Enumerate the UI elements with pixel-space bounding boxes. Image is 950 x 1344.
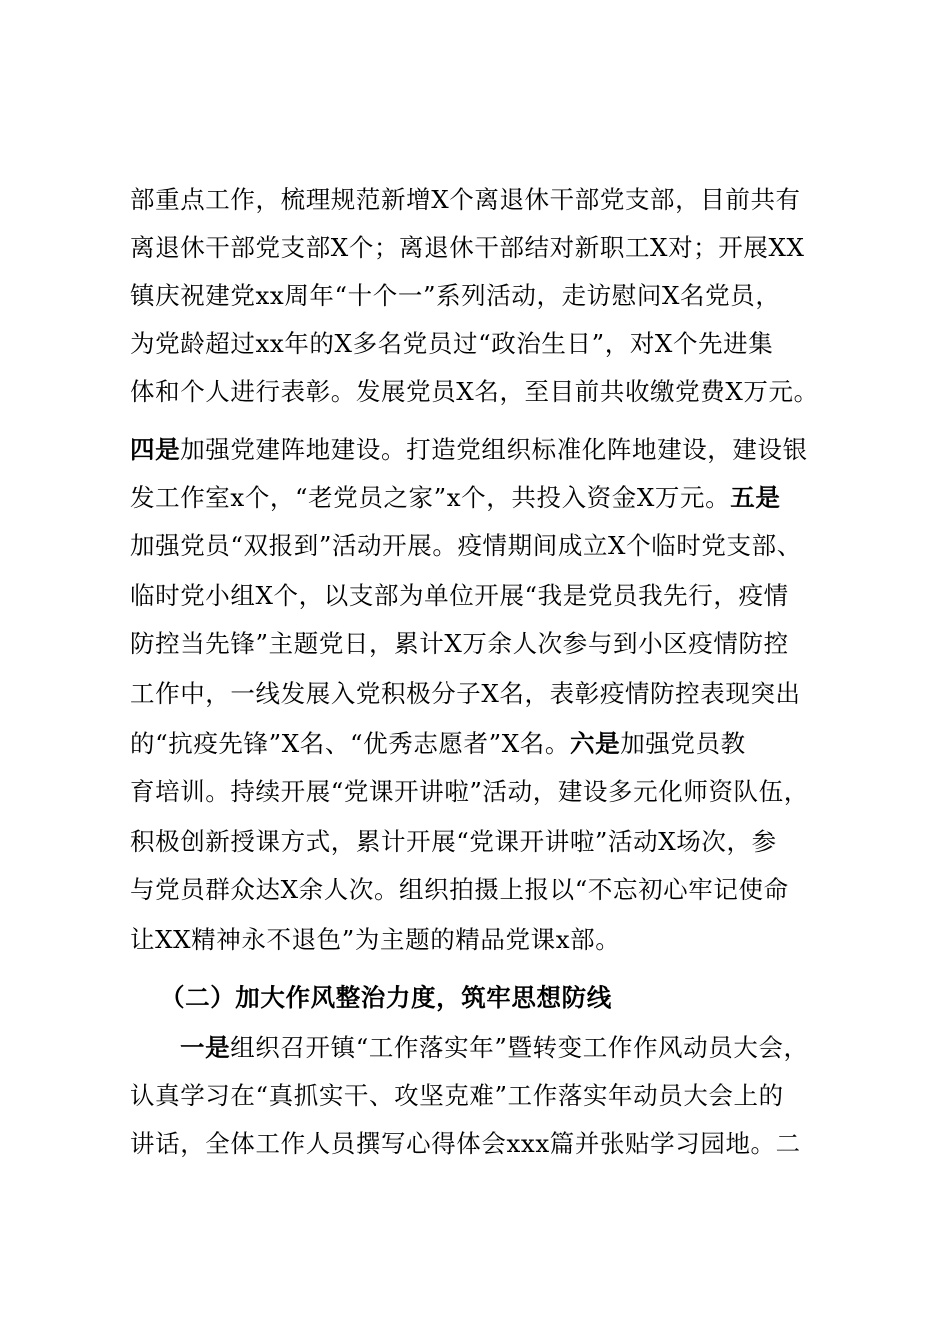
body-line-19: 讲话，全体工作人员撰写心得体会xxx篇并张贴学习园地。二: [130, 1129, 801, 1158]
bold-marker: 六是: [569, 729, 621, 758]
body-line-9: 临时党小组X个，以支部为单位开展“我是党员我先行，疫情: [130, 581, 789, 610]
body-line-3: 镇庆祝建党xx周年“十个一”系列活动，走访慰问X名党员，: [130, 281, 781, 310]
body-line-6: 四是加强党建阵地建设。打造党组织标准化阵地建设，建设银: [130, 435, 808, 464]
body-line-5: 体和个人进行表彰。发展党员X名，至目前共收缴党费X万元。: [130, 377, 819, 406]
body-line-15: 与党员群众达X余人次。组织拍摄上报以“不忘初心牢记使命: [130, 875, 789, 904]
body-line-4: 为党龄超过xx年的X多名党员过“政治生日”，对X个先进集: [130, 329, 774, 358]
body-line-7: 发工作室x个，“老党员之家”x个，共投入资金X万元。五是: [130, 483, 781, 512]
bold-marker: 一是: [180, 1033, 231, 1062]
body-line-18: 认真学习在“真抓实干、攻坚克难”工作落实年动员大会上的: [130, 1081, 784, 1110]
body-line-14: 积极创新授课方式，累计开展“党课开讲啦”活动X场次，参: [130, 827, 777, 856]
body-line-17: 一是组织召开镇“工作落实年”暨转变工作作风动员大会，: [180, 1033, 809, 1062]
body-line-11: 工作中，一线发展入党积极分子X名，表彰疫情防控表现突出: [130, 679, 801, 708]
body-line-2: 离退休干部党支部X个；离退休干部结对新职工X对；开展XX: [130, 233, 805, 262]
body-line-1: 部重点工作，梳理规范新增X个离退休干部党支部，目前共有: [130, 185, 801, 214]
body-line-16: 让XX精神永不退色”为主题的精品党课x部。: [130, 925, 621, 954]
body-line-12: 的“抗疫先锋”X名、“优秀志愿者”X名。六是加强党员教: [130, 729, 746, 758]
body-line-10: 防控当先锋”主题党日，累计X万余人次参与到小区疫情防控: [130, 629, 789, 658]
body-line-13: 育培训。持续开展“党课开讲啦”活动，建设多元化师资队伍，: [130, 777, 809, 806]
bold-marker: 四是: [130, 435, 181, 464]
body-line-8: 加强党员“双报到”活动开展。疫情期间成立X个临时党支部、: [130, 531, 802, 560]
bold-marker: 五是: [730, 483, 781, 512]
section-heading: （二）加大作风整治力度，筑牢思想防线: [160, 983, 612, 1012]
